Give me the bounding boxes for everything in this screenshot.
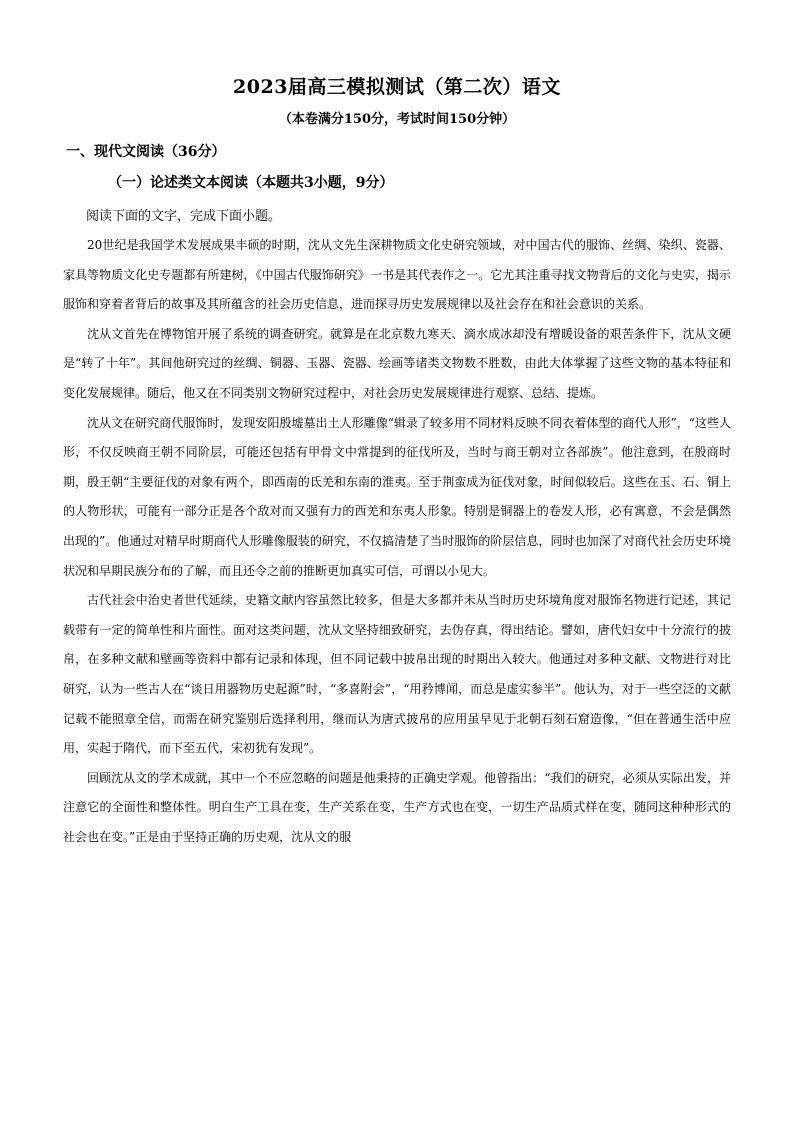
paragraph: 20世纪是我国学术发展成果丰硕的时期，沈从文先生深耕物质文化史研究领域，对中国古代的服饰、丝绸、染织、瓷器、家具等物质文化史专题都有所建树，《中国古代服饰研究》一书是其代表作之一。它尤其注重寻找文物背后的文化与史实，揭示服饰和穿着者背后的故事及其所蕴含的社会历史信息，进而探寻历史发展规律以及社会存在和社会意识的关系。 bbox=[63, 238, 731, 312]
paragraph: 沈从文在研究商代服饰时，发现安阳殷墟墓出土人形雕像“辑录了较多用不同材料反映不同衣着体型的商代人形”，“这些人形，不仅反映商王朝不同阶层，可能还包括有甲骨文中常提到的征伐所及，当时与商王朝对立各部族”。他注意到，在殷商时期，殷王朝“主要征伐的对象有两个，即西南的氐羌和东南的淮夷。至于荆蛮成为征伐对象，时间似较后。这些在玉、石、铜上的人物形状，可能有一部分正是各个敌对而又强有力的西羌和东夷人形象。特别是铜器上的卷发人形，必有寓意，不会是偶然出现的”。他通过对精早时期商代人形雕像服装的研究，不仅搞清楚了当时服饰的阶层信息，同时也加深了对商代社会历史环境状况和早期民族分布的了解，而且还令之前的推断更加真实可信，可谓以小见大。 bbox=[63, 415, 731, 578]
paragraph: 回顾沈从文的学术成就，其中一个不应忽略的问题是他秉持的正确史学观。他曾指出：“我们的研究，必须从实际出发，并注意它的全面性和整体性。明白生产工具在变，生产关系在变，生产方式也在变，一切生产品质式样在变，随同这种种形式的社会也在变。”正是由于坚持正确的历史观，沈从文的服 bbox=[63, 770, 731, 844]
article-body bbox=[63, 231, 731, 852]
paragraph: 古代社会中治史者世代延续，史籍文献内容虽然比较多，但是大多都并未从当时历史环境角度对服饰名物进行记述，其记载带有一定的简单性和片面性。面对这类问题，沈从文坚持细致研究，去伪存真，得出结论。譬如，唐代妇女中十分流行的披帛，在多种文献和壁画等资料中都有记录和体现，但不同记载中披帛出现的时期出入较大。他通过对多种文献、文物进行对比研究，认为一些古人在“谈日用器物历史起源”时，“多喜附会”，“用矜博闻，而总是虚实参半”。他认为，对于一些空泛的文献记载不能照章全信，而需在研究鉴别后选择利用，继而认为唐式披帛的应用虽早见于北朝石刻石窟造像，“但在普通生活中应用，实起于隋代，而下至五代，宋初犹有发现”。 bbox=[63, 593, 731, 756]
section-heading: 一、现代文阅读（36分） bbox=[66, 144, 226, 160]
exam-info: （本卷满分150分，考试时间150分钟） bbox=[278, 112, 516, 127]
reading-instruction: 阅读下面的文字，完成下面小题。 bbox=[86, 209, 282, 224]
document-title: 2023届高三模拟测试（第二次）语文 bbox=[233, 76, 561, 98]
paragraph: 沈从文首先在博物馆开展了系统的调查研究。就算是在北京数九寒天、滴水成冰却没有增暖设备的艰苦条件下，沈从文硬是“转了十年”。其间他研究过的丝绸、铜器、玉器、瓷器、绘画等诸类文物数不胜数，由此大体掌握了这些文物的基本特征和变化发展规律。随后，他又在不同类别文物研究过程中，对社会历史发展规律进行观察、总结、提炼。 bbox=[63, 326, 731, 400]
subsection-heading: （一）论述类文本阅读（本题共3小题，9分） bbox=[108, 175, 394, 191]
